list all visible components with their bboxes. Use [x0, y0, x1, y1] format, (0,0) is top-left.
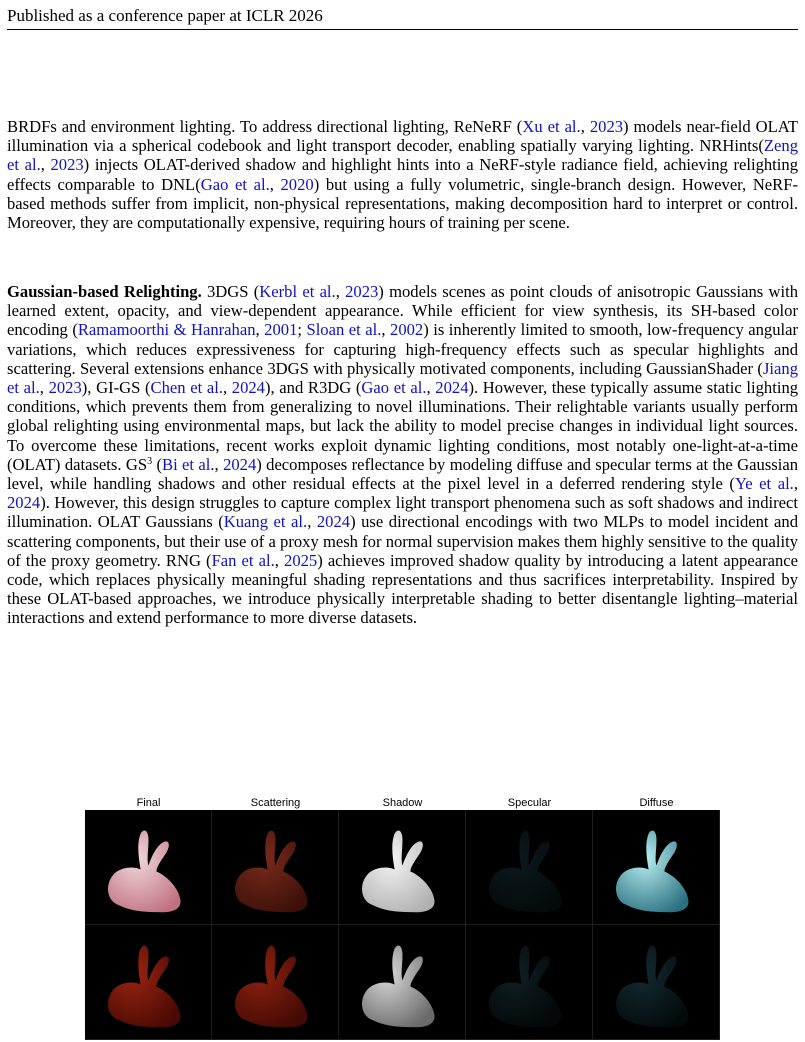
- body-text: ,: [255, 320, 265, 340]
- bunny-silhouette: [235, 830, 307, 912]
- body-text: ,: [40, 155, 51, 175]
- figure-panel-specular-row-2: [466, 925, 593, 1040]
- figure-column-labels: [85, 796, 720, 810]
- citation-link[interactable]: 2023: [345, 282, 379, 301]
- citation-link[interactable]: 2025: [284, 550, 318, 570]
- bunny-final-render: [85, 810, 211, 924]
- bunny-scattering-render: [212, 925, 338, 1039]
- citation-link[interactable]: Sloan et al.: [306, 320, 382, 340]
- body-text: ) achieves improved shadow quality by introducing a latent appearance code, which replaces physically meaningful shading representations and thus sacrifices interpretability. Inspired by these OLAT-based approaches, we introduce physically interpretable shading to better disentangle lighting–material interactions and extend performance to more diverse datasets.: [7, 550, 798, 628]
- body-text: ,: [793, 474, 798, 494]
- figure-panel-diffuse-row-2: [593, 925, 720, 1040]
- running-header: Published as a conference paper at ICLR 2026: [7, 5, 798, 30]
- body-text: ), and R3DG (: [264, 378, 362, 398]
- column-label-shadow: Shadow: [382, 797, 423, 809]
- figure-image-grid: [85, 810, 720, 1040]
- bunny-diffuse-render: [593, 925, 719, 1039]
- body-text: ,: [269, 174, 281, 194]
- body-text: ,: [222, 378, 232, 398]
- body-text: ,: [426, 378, 436, 398]
- bunny-silhouette: [616, 830, 688, 912]
- citation-link[interactable]: Ramamoorthi & Hanrahan: [77, 320, 256, 340]
- citation-link[interactable]: Gao et al.: [361, 378, 427, 398]
- superscript: 3: [147, 455, 153, 467]
- body-text: ;: [297, 320, 307, 340]
- citation-link[interactable]: Gao et al.: [200, 174, 270, 194]
- bunny-silhouette: [108, 945, 180, 1027]
- body-text: (: [152, 454, 162, 474]
- body-text: ,: [335, 282, 346, 301]
- figure-panel-diffuse-row-1: [593, 810, 720, 925]
- citation-link[interactable]: Xu et al.: [522, 117, 581, 136]
- column-label-final: Final: [136, 797, 161, 809]
- bunny-silhouette: [235, 945, 307, 1027]
- bunny-specular-render: [466, 925, 592, 1039]
- body-text: ) decomposes reflectance by modeling diffuse and specular terms at the Gaussian level, while handling shadows and other residual effects at the pixel level in a deferred rendering style (: [7, 454, 799, 494]
- body-text: ) injects OLAT-derived shadow and highlight hints into a NeRF-style radiance field, achieving relighting effects comparable to DNL(: [7, 155, 798, 194]
- body-text: 3DGS (: [201, 282, 260, 301]
- figure-panel-specular-row-1: [466, 810, 593, 925]
- figure-panel-final-row-2: [85, 925, 212, 1040]
- body-text: ) models scenes as point clouds of anisotropic Gaussians with learned extent, opacity, and view-dependent appearance. While efficient for view synthesis, its SH-based color encoding (: [7, 282, 798, 340]
- citation-link[interactable]: Ye et al.: [734, 474, 794, 494]
- citation-link[interactable]: 2024: [435, 378, 469, 398]
- column-label-scattering: Scattering: [250, 797, 301, 809]
- citation-link[interactable]: Jiang et al.: [7, 358, 798, 398]
- bunny-diffuse-render: [593, 810, 719, 924]
- bunny-silhouette: [362, 945, 434, 1027]
- column-label-specular: Specular: [507, 797, 552, 809]
- body-text: ) models near-field OLAT illumination via a spherical codebook and light transport decoder, enabling spatially varying lighting. NRHints(: [7, 117, 798, 156]
- bunny-shadow-render: [339, 925, 465, 1039]
- figure-panel-shadow-row-2: [339, 925, 466, 1040]
- citation-link[interactable]: 2024: [223, 454, 257, 474]
- bunny-shadow-render: [339, 810, 465, 924]
- body-text: ). However, this design struggles to capture complex light transport phenomena such as soft shadows and indirect illumination. OLAT Gaussians (: [7, 493, 798, 532]
- body-text: ) is inherently limited to smooth, low-frequency angular variations, which reduces expressiveness for capturing high-frequency effects such as specular highlights and scattering. Several extensions enhance 3DGS with physically motivated components, including GaussianShader (: [7, 320, 799, 378]
- citation-link[interactable]: 2002: [390, 320, 424, 340]
- body-text: ) use directional encodings with two MLPs to model incident and scattering components, but their use of a proxy mesh for normal supervision makes them highly sensitive to the quality of the proxy geometry. RNG (: [7, 512, 798, 570]
- citation-link[interactable]: Fan et al.: [211, 550, 275, 570]
- related-work-paragraph-nerf: [7, 117, 798, 232]
- bunny-silhouette: [616, 945, 688, 1027]
- citation-link[interactable]: Kerbl et al.: [259, 282, 336, 301]
- figure-panel-shadow-row-1: [339, 810, 466, 925]
- citation-link[interactable]: 2024: [7, 493, 41, 513]
- paragraph-heading: Gaussian-based Relighting.: [7, 282, 202, 301]
- citation-link[interactable]: Bi et al.: [162, 454, 215, 474]
- body-text: ,: [274, 550, 285, 570]
- figure-panel-scattering-row-1: [212, 810, 339, 925]
- body-text: ), GI-GS (: [81, 378, 151, 398]
- bunny-final-render: [85, 925, 211, 1039]
- body-text: ). However, these typically assume static lighting conditions, which prevents them from generalizing to novel illuminations. Their relightable variants usually perform global relighting using environmental maps, but lack the ability to model precise changes in individual light sources. To overcome these limitations, recent works exploit dynamic lighting conditions, most notably one-light-at-a-time (OLAT) datasets. GS: [7, 378, 799, 474]
- citation-link[interactable]: Kuang et al.: [223, 512, 308, 532]
- citation-link[interactable]: 2023: [48, 378, 82, 398]
- body-text: BRDFs and environment lighting. To address directional lighting, ReNeRF (: [7, 117, 523, 136]
- body-text: ,: [307, 512, 317, 532]
- bunny-silhouette: [489, 830, 561, 912]
- body-text: ,: [39, 378, 49, 398]
- citation-link[interactable]: Zeng et al.: [7, 136, 798, 175]
- bunny-silhouette: [489, 945, 561, 1027]
- citation-link[interactable]: 2020: [280, 174, 314, 194]
- column-label-diffuse: Diffuse: [639, 797, 674, 809]
- citation-link[interactable]: Chen et al.: [150, 378, 223, 398]
- body-text: ) but using a fully volumetric, single-branch design. However, NeRF-based methods suffer from implicit, non-physical representations, making decomposition hard to interpret or control. Moreover, they are computationally expensive, requiring hours of training per scene.: [7, 174, 798, 233]
- citation-link[interactable]: 2024: [231, 378, 265, 398]
- figure-panel-final-row-1: [85, 810, 212, 925]
- body-text: ,: [381, 320, 391, 340]
- citation-link[interactable]: 2023: [589, 117, 624, 136]
- body-text: ,: [580, 117, 590, 136]
- figure-bunny-decomposition: [85, 796, 720, 1040]
- citation-link[interactable]: 2024: [316, 512, 351, 532]
- related-work-paragraph-gaussian: [7, 282, 798, 628]
- body-text: ,: [214, 454, 224, 474]
- bunny-specular-render: [466, 810, 592, 924]
- citation-link[interactable]: 2001: [264, 320, 298, 340]
- citation-link[interactable]: 2023: [50, 155, 84, 175]
- bunny-silhouette: [362, 830, 434, 912]
- bunny-scattering-render: [212, 810, 338, 924]
- bunny-silhouette: [108, 830, 180, 912]
- figure-panel-scattering-row-2: [212, 925, 339, 1040]
